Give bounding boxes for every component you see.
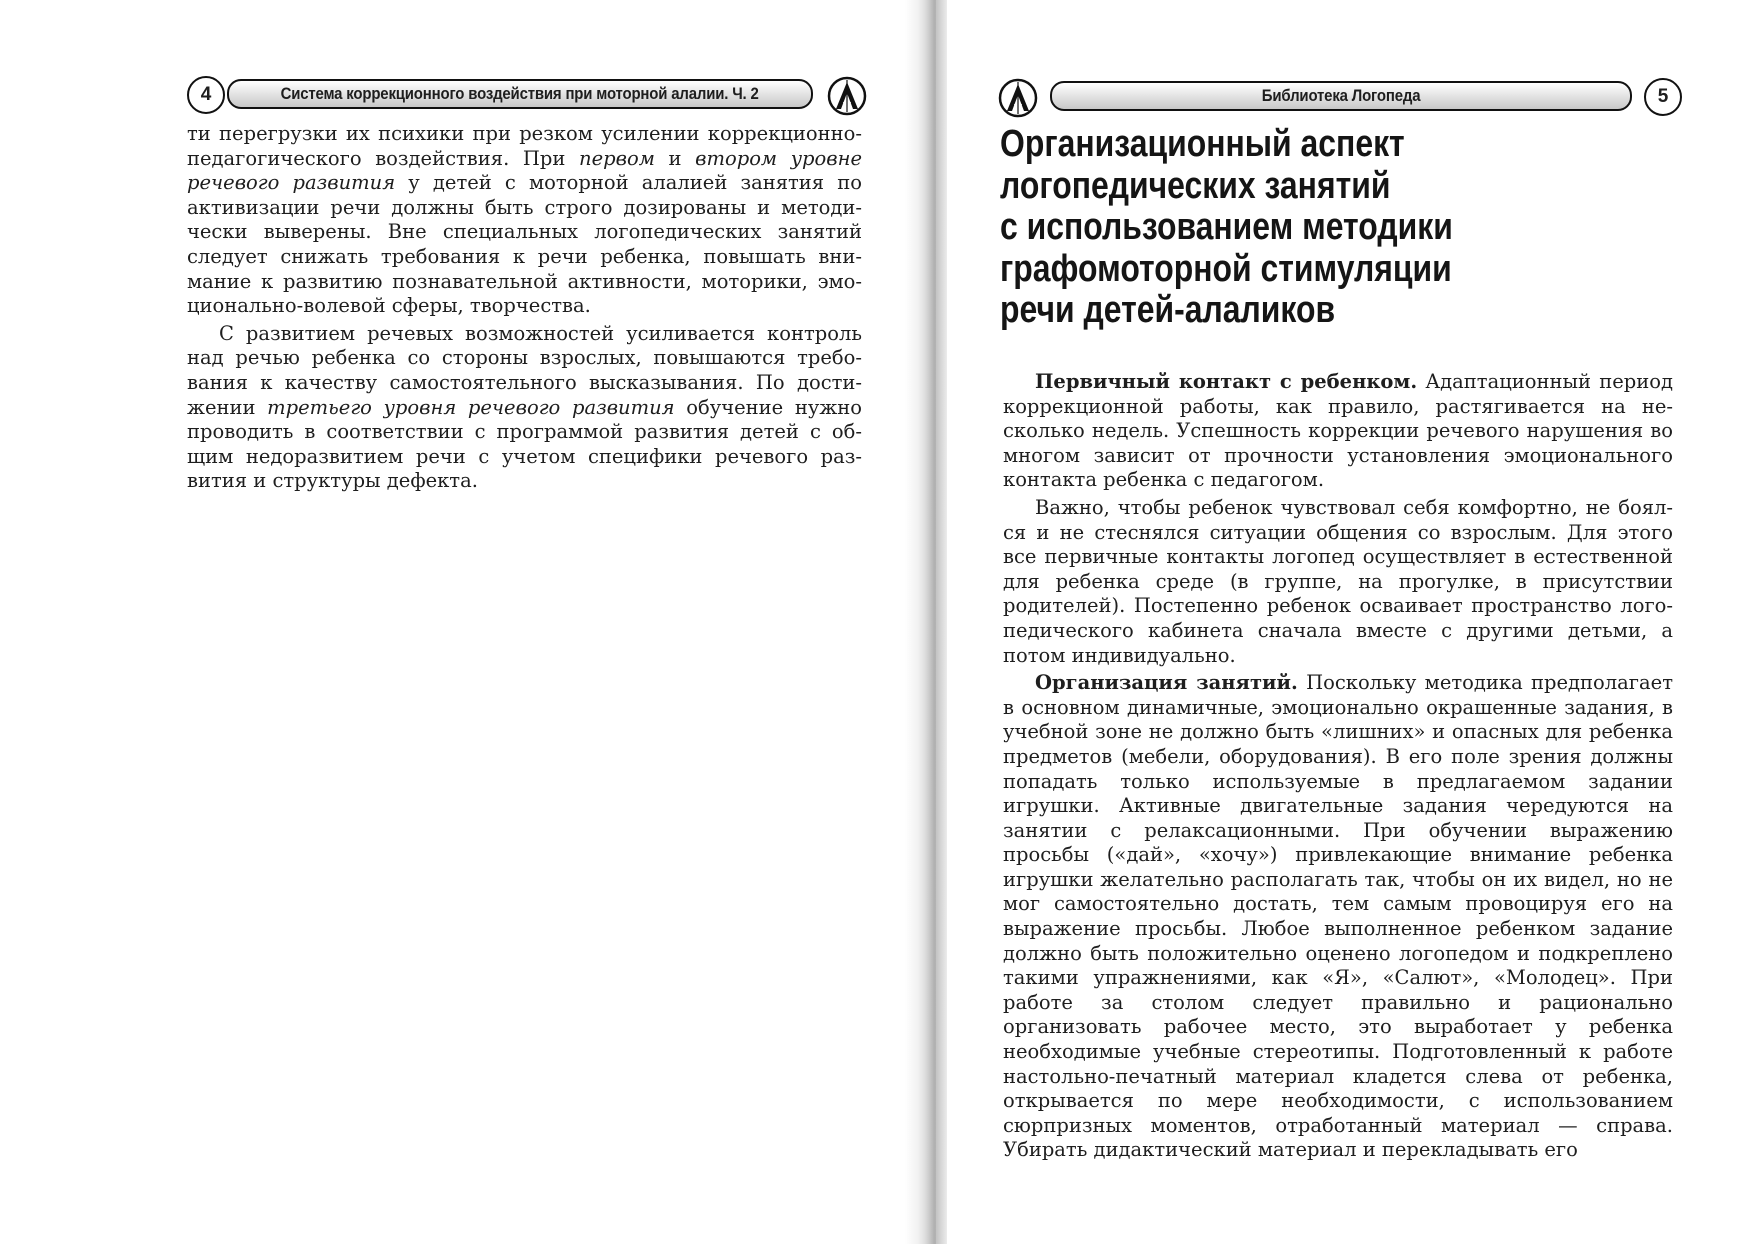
text-segment: С развитием речевых возможностей усиливается контроль над речью ребенка со стороны взрослых, повышаются требования к качеству самостоятельного высказывания. По достижении xyxy=(187,321,862,419)
text-segment: и xyxy=(654,146,696,170)
right-running-header xyxy=(1050,81,1632,111)
left-running-header-text: Система коррекционного воздействия при моторной алалии. Ч. 2 xyxy=(280,84,760,103)
paragraph xyxy=(187,322,862,494)
paragraph xyxy=(1003,671,1673,1163)
chapter-title-line: логопедических занятий xyxy=(1000,164,1391,207)
text-segment: Организация занятий. xyxy=(1035,671,1298,695)
text-segment: Поскольку методика предполагает в основном динамичные, эмоционально окрашенные задания, в учебной зоне не должно быть «лишних» и опасных для ребенка предметов (мебели, оборудования). В его поле зрения должны попадать только используемые в предлагаемом задании игрушки. Активные двигательные задания чередуются на занятии с релаксационными. При обучении выражению просьбы («дай», «хочу») привлекающие внимание ребенка игрушки желательно располагать так, чтобы он их видел, но не мог самостоятельно достать, тем самым провоцируя его на выражение просьбы. Любое выполненное ребенком задание должно быть положительно оценено логопедом и подкреплено такими упражнениями, как «Я», «Салют», «Молодец». При работе за столом следует правильно и рационально организовать рабочее место, это выработает у ребенка необходимые учебные стереотипы. Подготовленный к работе настольно-печатный материал кладется слева от ребенка, открывается по мере необходимости, с использованием сюрпризных моментов, отработанный материал — справа. Убирать дидактический материал и перекладывать его xyxy=(1003,671,1673,1162)
chapter-title-line: с использованием методики xyxy=(1000,206,1453,248)
gutter-shadow xyxy=(924,0,936,1244)
right-page-body xyxy=(1003,367,1673,1163)
left-page-body xyxy=(187,122,862,494)
right-running-header-text: Библиотека Логопеда xyxy=(1261,86,1421,105)
left-page-number: 4 xyxy=(187,76,225,114)
text-segment: Адаптационный период коррекционной работы, как правило, растягивается на несколько недель. Успешность коррекции речевого нарушения во многом зависит от прочности установления эмоционального контакта ребенка с педагогом. xyxy=(1003,370,1673,492)
chapter-title-line: Организационный аспект xyxy=(1000,123,1405,165)
text-segment: втором уровне речевого развития xyxy=(187,146,862,195)
paragraph xyxy=(187,122,862,319)
chapter-title-line: графомоторной стимуляции xyxy=(1000,247,1452,290)
book-series-logo-icon xyxy=(998,78,1038,118)
left-running-header xyxy=(227,79,813,109)
text-segment: у детей с моторной алалией занятия по активизации речи должны быть строго дозированы и методически выверены. Вне специальных логопедических занятий следует снижать требования к речи ребенка, повышать внимание к развитию познавательной активности, моторики, эмоционально-волевой сферы, творчества. xyxy=(187,171,862,318)
text-segment: обучение нужно проводить в соответствии с программой развития детей с общим недоразвитием речи с учетом специфики речевого развития и структуры дефекта. xyxy=(187,395,862,493)
text-segment: Первичный контакт с ребенком. xyxy=(1035,370,1418,393)
left-page-header xyxy=(187,76,867,118)
right-page-header xyxy=(998,78,1678,120)
chapter-title xyxy=(1000,124,1680,332)
chapter-title-line: речи детей-алаликов xyxy=(1000,289,1336,331)
text-segment: первом xyxy=(579,146,655,170)
text-segment: ти перегрузки их психики при резком усилении коррекционно-педагогического воздействия. При xyxy=(187,122,862,170)
paragraph xyxy=(1003,370,1673,493)
paragraph xyxy=(1003,496,1673,668)
book-series-logo-icon xyxy=(827,76,867,116)
right-page-number: 5 xyxy=(1644,78,1682,116)
text-segment: Важно, чтобы ребенок чувствовал себя комфортно, не боялся и не стеснялся ситуации общения со взрослым. Для этого все первичные контакты логопед осуществляет в естественной для ребенка среде (в группе, на прогулке, в присутствии родителей). Постепенно ребенок осваивает пространство логопедического кабинета сначала вместе с другими детьми, а потом индивидуально. xyxy=(1003,495,1673,667)
text-segment: третьего уровня речевого развития xyxy=(267,395,675,419)
